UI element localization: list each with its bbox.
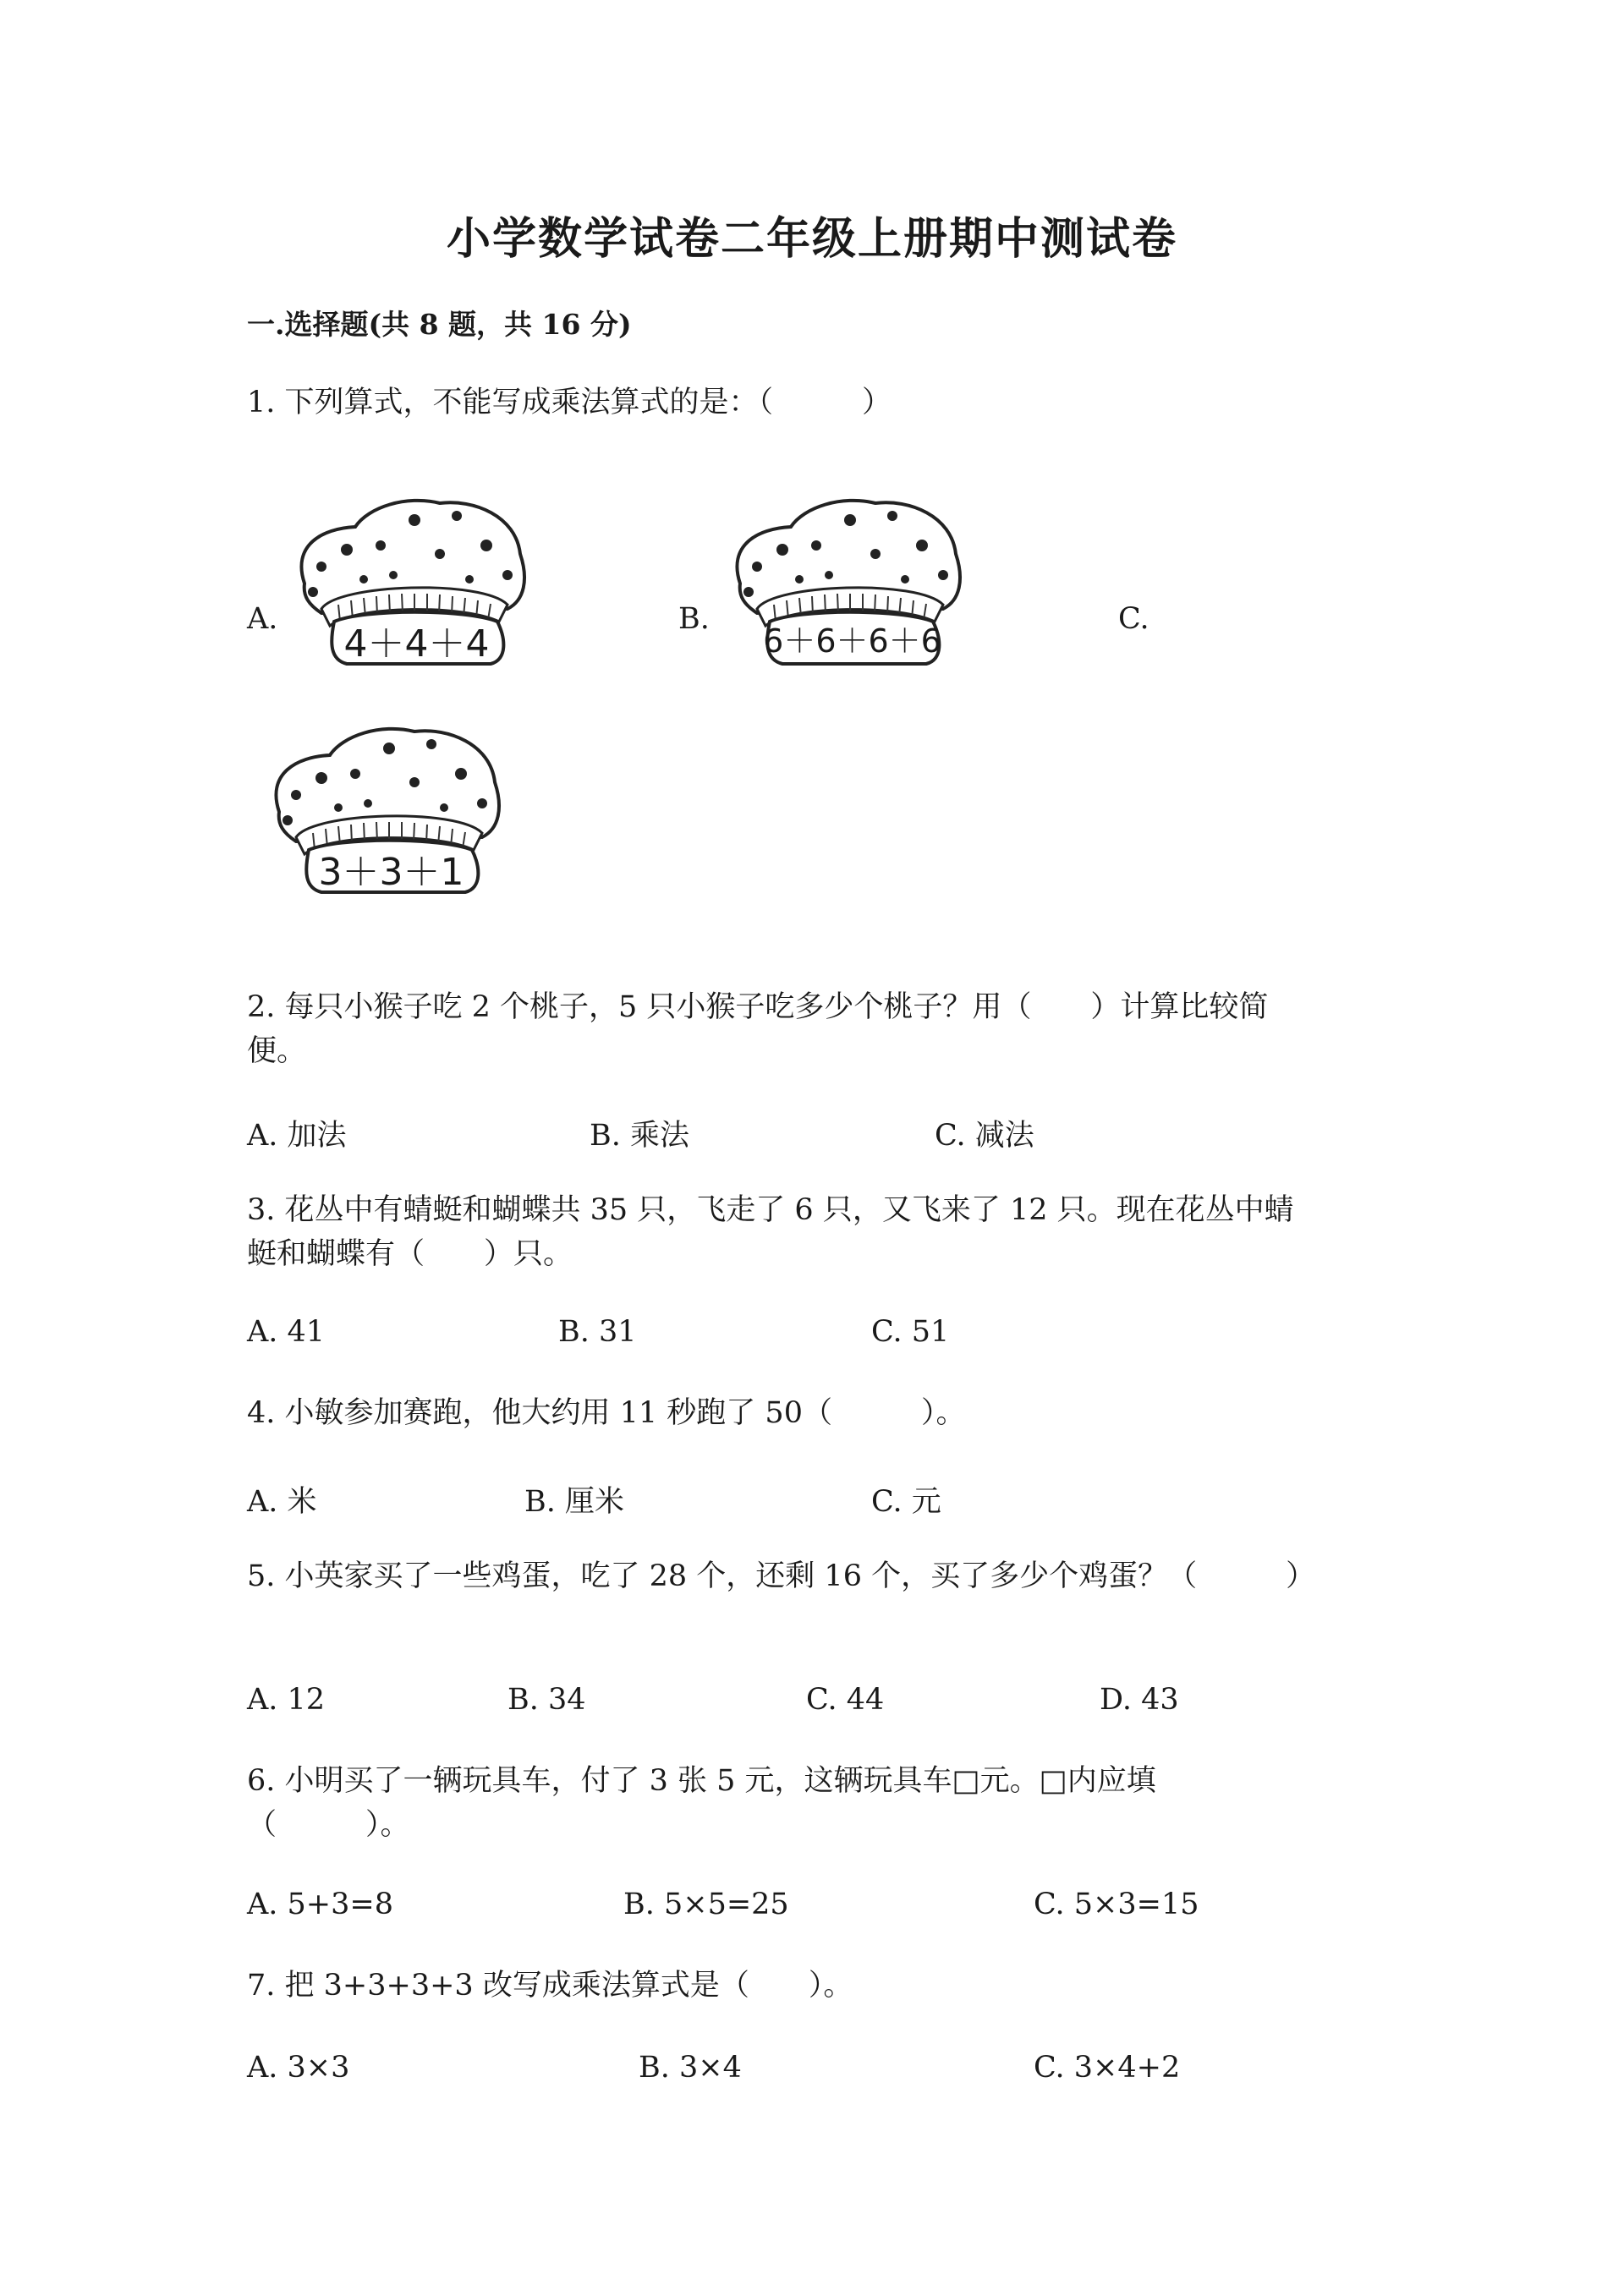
q6-option-b[interactable]: B. 5×5=25 [623, 1888, 789, 1921]
q1-option-a-mushroom[interactable] [288, 495, 541, 672]
question-5-stem: 5. 小英家买了一些鸡蛋，吃了 28 个，还剩 16 个，买了多少个鸡蛋？（ ） [247, 1559, 1316, 1593]
q2-option-a[interactable]: A. 加法 [247, 1119, 347, 1153]
q7-option-c[interactable]: C. 3×4+2 [1034, 2051, 1181, 2085]
page-title: 小学数学试卷二年级上册期中测试卷 [446, 213, 1177, 265]
question-3-stem-line2: 蜓和蝴蝶有（ ）只。 [247, 1237, 573, 1271]
q1-option-c-mushroom[interactable] [262, 723, 516, 901]
q5-option-d[interactable]: D. 43 [1100, 1683, 1179, 1717]
q6-option-a[interactable]: A. 5+3=8 [247, 1888, 393, 1921]
q1-option-a-letter: A. [247, 602, 278, 636]
q1-option-b-mushroom[interactable] [723, 495, 977, 672]
question-3-stem-line1: 3. 花丛中有蜻蜓和蝴蝶共 35 只，飞走了 6 只，又飞来了 12 只。现在花丛中蜻 [247, 1193, 1294, 1227]
q5-option-b[interactable]: B. 34 [508, 1683, 586, 1717]
q3-option-b[interactable]: B. 31 [558, 1315, 637, 1349]
question-1-stem: 1. 下列算式，不能写成乘法算式的是：（ ） [247, 386, 892, 419]
question-6-stem-line1: 6. 小明买了一辆玩具车，付了 3 张 5 元，这辆玩具车□元。□内应填 [247, 1764, 1156, 1798]
q3-option-c[interactable]: C. 51 [871, 1315, 950, 1349]
question-2-stem-line2: 便。 [247, 1034, 307, 1068]
q1-option-b-expression: 6＋6＋6＋6 [763, 622, 941, 660]
question-2-stem-line1: 2. 每只小猴子吃 2 个桃子，5 只小猴子吃多少个桃子？用（ ）计算比较简 [247, 990, 1269, 1024]
q7-option-a[interactable]: A. 3×3 [247, 2051, 350, 2085]
q1-option-c-letter: C. [1118, 602, 1149, 636]
q4-option-b[interactable]: B. 厘米 [524, 1485, 624, 1519]
q1-option-c-expression: 3＋3＋1 [318, 851, 464, 894]
q6-option-c[interactable]: C. 5×3=15 [1034, 1888, 1199, 1921]
q2-option-c[interactable]: C. 减法 [935, 1119, 1034, 1153]
q1-option-b-letter: B. [678, 602, 710, 636]
q4-option-c[interactable]: C. 元 [871, 1485, 941, 1519]
q5-option-a[interactable]: A. 12 [247, 1683, 326, 1717]
q4-option-a[interactable]: A. 米 [247, 1485, 317, 1519]
q5-option-c[interactable]: C. 44 [806, 1683, 885, 1717]
q7-option-b[interactable]: B. 3×4 [639, 2051, 742, 2085]
q3-option-a[interactable]: A. 41 [247, 1315, 326, 1349]
question-4-stem: 4. 小敏参加赛跑，他大约用 11 秒跑了 50（ ）。 [247, 1396, 966, 1430]
question-6-stem-line2: （ ）。 [247, 1808, 410, 1842]
q1-option-a-expression: 4＋4＋4 [343, 622, 490, 666]
question-7-stem: 7. 把 3+3+3+3 改写成乘法算式是（ ）。 [247, 1969, 853, 2003]
q2-option-b[interactable]: B. 乘法 [590, 1119, 689, 1153]
section-heading: 一.选择题(共 8 题，共 16 分) [247, 308, 632, 341]
